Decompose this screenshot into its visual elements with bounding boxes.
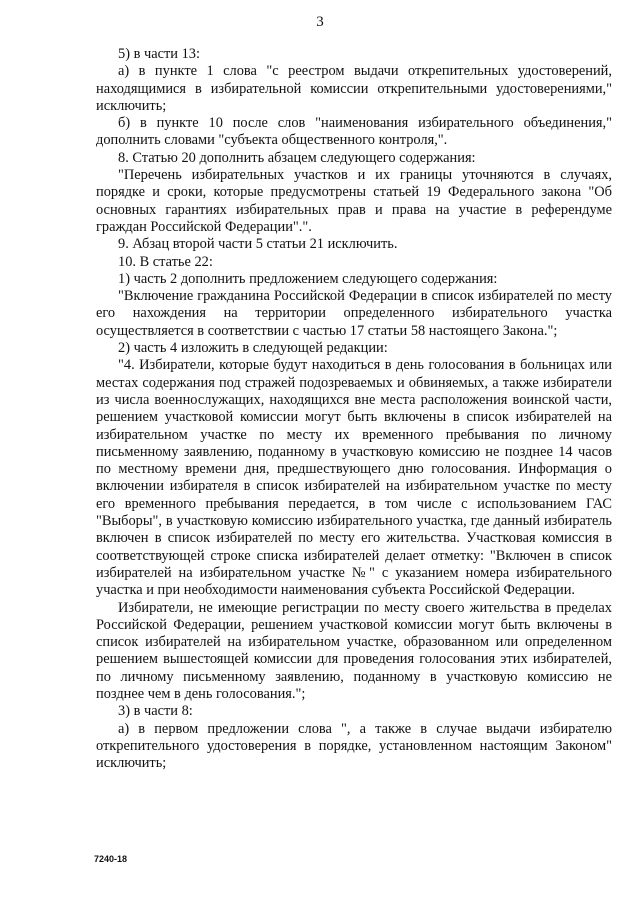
- document-body: [96, 46, 612, 772]
- paragraph-part-4: 2) часть 4 изложить в следующей редакции:: [118, 340, 388, 357]
- paragraph-part-13: 5) в части 13:: [118, 46, 200, 62]
- paragraph-article-20: 8. Статью 20 дополнить абзацем следующего содержания:: [118, 149, 476, 166]
- paragraph-article-20-quote: "Перечень избирательных участков и их границы уточняются в случаях, порядке и сроки, которые предусмотрены статьей 19 Федерального закона "Об основных гарантиях избирательных прав и права на участие в референдуме граждан Российской Федерации".".: [96, 167, 612, 235]
- paragraph-part-2: 1) часть 2 дополнить предложением следующего содержания:: [118, 270, 498, 287]
- paragraph-article-22: 10. В статье 22:: [118, 253, 213, 270]
- paragraph-item-b: б) в пункте 10 после слов "наименования избирательного объединения," дополнить словами "субъекта общественного контроля,".: [96, 115, 612, 149]
- paragraph-item-a: а) в пункте 1 слова "с реестром выдачи открепительных удостоверений, находящимися в избирательной комиссии открепительными удостоверениями," исключить;: [96, 63, 612, 114]
- page-number: 3: [316, 14, 324, 30]
- paragraph-part-4-quote-continued: Избиратели, не имеющие регистрации по месту своего жительства в пределах Российской Федерации, решением участковой комиссии могут быть включены в список избирателей на избирательном участке, образованном или определенном решением вышестоящей комиссии для проведения голосования этих избирателей, по личному письменному заявлению, поданному в участковую комиссию не позднее чем в день голосования.";: [96, 599, 612, 702]
- paragraph-part-2-quote: "Включение гражданина Российской Федерации в список избирателей по месту его нахождения на территории определенного избирательного участка осуществляется в соответствии с частью 17 статьи 58 настоящего Закона.";: [96, 288, 612, 339]
- paragraph-part-8: 3) в части 8:: [118, 703, 193, 720]
- document-code: 7240-18: [94, 854, 128, 864]
- paragraph-part-8-item-a: а) в первом предложении слова ", а также в случае выдачи избирателю открепительного удостоверения в порядке, установленном настоящим Законом" исключить;: [96, 720, 612, 772]
- paragraph-article-21: 9. Абзац второй части 5 статьи 21 исключить.: [118, 236, 398, 253]
- paragraph-part-4-quote: "4. Избиратели, которые будут находиться в день голосования в больницах или местах содержания под стражей подозреваемых и обвиняемых, а также избиратели из числа военнослужащих, находящихся вне места расположения воинской части, решением участковой комиссии могут быть включены в список избирателей на избирательном участке по месту их временного пребывания по личному письменному заявлению, поданному в участковую комиссию не позднее 14 часов по местному времени дня, предшествующего дню голосования. Информация о включении избирателя в список избирателей на избирательном участке по месту его временного пребывания передается, в том числе с использованием ГАС "Выборы", в участковую комиссию избирательного участка, где данный избиратель включен в список избирателей по месту его жительства. Участковая комиссия в соответствующей строке списка избирателей делает отметку: "Включен в список избирателей на избирательном участке №" с указанием номера избирательного участка и при необходимости наименования субъекта Российской Федерации.: [96, 357, 612, 599]
